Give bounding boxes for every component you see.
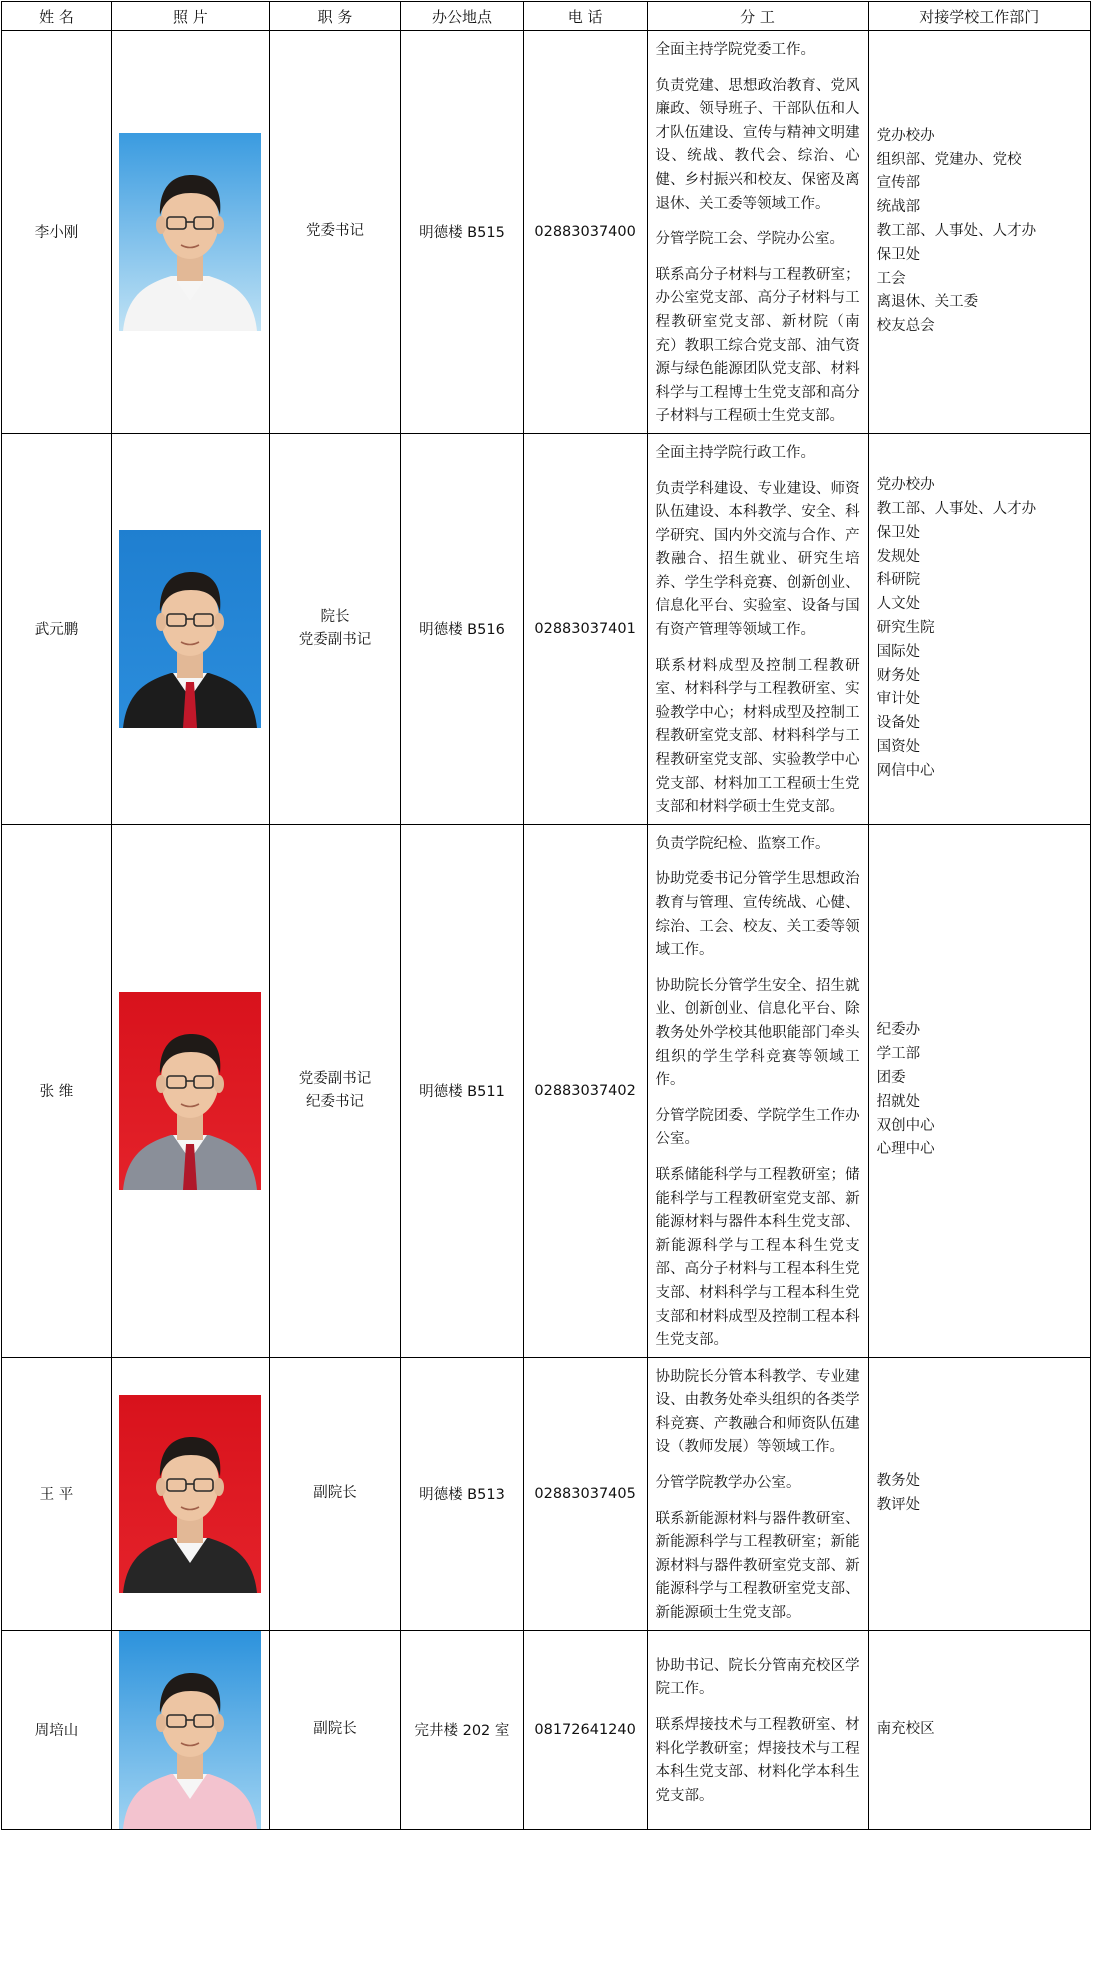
department-item: 组织部、党建办、党校 — [876, 151, 1022, 168]
duty-paragraph: 分管学院工会、学院办公室。 — [655, 231, 845, 248]
departments-cell — [868, 1357, 1090, 1630]
duties-cell — [647, 433, 868, 824]
duty-paragraph: 联系高分子材料与工程教研室；办公室党支部、高分子材料与工程教研室党支部、新材院（南充）教职工综合党支部、油气资源与绿色能源团队党支部、材料科学与工程博士生党支部和高分子材料与工程硕士生党支部。 — [655, 266, 860, 425]
departments-cell — [868, 433, 1090, 824]
leader-name: 张 维 — [2, 824, 112, 1357]
duties-cell — [647, 824, 868, 1357]
leader-row — [2, 824, 1091, 1357]
duty-paragraph: 全面主持学院行政工作。 — [655, 444, 816, 461]
department-item: 发规处 — [876, 548, 921, 565]
duty-paragraph: 分管学院教学办公室。 — [655, 1475, 801, 1492]
phone-number: 08172641240 — [523, 1630, 647, 1829]
duty-paragraph: 协助党委书记分管学生思想政治教育与管理、宣传统战、心健、综治、工会、校友、关工委等领域工作。 — [655, 871, 860, 959]
department-item: 财务处 — [876, 667, 921, 684]
department-item: 工会 — [876, 270, 906, 287]
title-line: 院长 — [320, 608, 350, 625]
duty-paragraph: 全面主持学院党委工作。 — [655, 42, 816, 58]
leader-name: 周培山 — [2, 1630, 112, 1829]
duty-paragraph: 协助书记、院长分管南充校区学院工作。 — [655, 1657, 860, 1698]
duties-list — [648, 825, 868, 1357]
department-item: 审计处 — [876, 691, 921, 708]
portrait-image — [119, 1631, 261, 1829]
leader-row — [2, 1630, 1091, 1829]
department-item: 党办校办 — [876, 127, 935, 144]
photo-cell — [111, 433, 269, 824]
department-item: 南充校区 — [876, 1720, 935, 1737]
leader-title — [269, 433, 400, 824]
office-location: 明德楼 B513 — [401, 1357, 524, 1630]
portrait-image — [119, 992, 261, 1190]
duty-paragraph: 负责党建、思想政治教育、党风廉政、领导班子、干部队伍和人才队伍建设、宣传与精神文明建设、统战、教代会、综治、心健、乡村振兴和校友、保密及离退休、关工委等领域工作。 — [655, 77, 860, 212]
department-item: 国资处 — [876, 738, 921, 755]
department-item: 党办校办 — [876, 477, 935, 494]
department-item: 保卫处 — [876, 246, 921, 263]
header-office: 办公地点 — [401, 2, 524, 31]
title-line: 副院长 — [313, 1485, 357, 1502]
department-item: 教评处 — [876, 1496, 921, 1513]
duties-list — [648, 1358, 868, 1630]
duty-paragraph: 联系焊接技术与工程教研室、材料化学教研室；焊接技术与工程本科生党支部、材料化学本科生党支部。 — [655, 1717, 860, 1804]
duty-paragraph: 联系储能科学与工程教研室；储能科学与工程教研室党支部、新能源材料与器件本科生党支部、新能源科学与工程本科生党支部、高分子材料与工程本科生党支部、材料科学与工程本科生党支部和材料成型及控制工程本科生党支部。 — [655, 1166, 860, 1349]
header-title: 职 务 — [269, 2, 400, 31]
title-line: 纪委书记 — [306, 1093, 364, 1110]
header-photo: 照 片 — [111, 2, 269, 31]
header-departments: 对接学校工作部门 — [868, 2, 1090, 31]
duty-paragraph: 联系新能源材料与器件教研室、新能源科学与工程教研室；新能源材料与器件教研室党支部、新能源科学与工程教研室党支部、新能源硕士生党支部。 — [655, 1510, 860, 1622]
department-item: 校友总会 — [876, 318, 935, 335]
leader-row — [2, 31, 1091, 434]
department-item: 学工部 — [876, 1046, 921, 1063]
leader-photo — [119, 1395, 261, 1593]
title-line: 党委副书记 — [298, 631, 372, 648]
portrait-image — [119, 530, 261, 728]
departments-cell — [868, 1630, 1090, 1829]
leader-photo — [119, 1631, 261, 1829]
phone-number: 02883037401 — [523, 433, 647, 824]
leader-title — [269, 824, 400, 1357]
duty-paragraph: 联系材料成型及控制工程教研室、材料科学与工程教研室、实验教学中心；材料成型及控制工程教研室党支部、材料科学与工程教研室党支部、实验教学中心党支部、材料加工工程硕士生党支部和材料学硕士生党支部。 — [655, 657, 860, 816]
duty-paragraph: 负责学院纪检、监察工作。 — [655, 835, 830, 852]
department-item: 教务处 — [876, 1472, 921, 1489]
department-item: 研究生院 — [876, 619, 935, 636]
photo-cell — [111, 1357, 269, 1630]
duties-list — [648, 1647, 868, 1813]
duty-paragraph: 协助院长分管本科教学、专业建设、由教务处牵头组织的各类学科竞赛、产教融合和师资队伍建设（教师发展）等领域工作。 — [655, 1368, 860, 1456]
leader-photo — [119, 133, 261, 331]
duty-paragraph: 负责学科建设、专业建设、师资队伍建设、本科教学、安全、科学研究、国内外交流与合作、产教融合、招生就业、研究生培养、学生学科竞赛、创新创业、信息化平台、实验室、设备与国有资产管理等领域工作。 — [655, 480, 860, 639]
leader-photo — [119, 530, 261, 728]
leader-name: 李小刚 — [2, 31, 112, 434]
office-location: 完井楼 202 室 — [401, 1630, 524, 1829]
phone-number: 02883037405 — [523, 1357, 647, 1630]
duties-cell — [647, 31, 868, 434]
department-item: 科研院 — [876, 572, 921, 589]
photo-cell — [111, 31, 269, 434]
department-item: 教工部、人事处、人才办 — [876, 500, 1037, 517]
department-item: 心理中心 — [876, 1141, 935, 1158]
department-item: 团委 — [876, 1069, 906, 1086]
leader-name: 武元鹏 — [2, 433, 112, 824]
department-item: 离退休、关工委 — [876, 294, 979, 311]
portrait-image — [119, 1395, 261, 1593]
department-item: 人文处 — [876, 596, 921, 613]
duty-paragraph: 协助院长分管学生安全、招生就业、创新创业、信息化平台、除教务处外学校其他职能部门牵头组织的学生学科竞赛等领域工作。 — [655, 977, 860, 1089]
department-item: 纪委办 — [876, 1022, 921, 1039]
leader-title — [269, 31, 400, 434]
department-item: 宣传部 — [876, 175, 921, 192]
title-line: 党委副书记 — [298, 1070, 372, 1087]
phone-number: 02883037400 — [523, 31, 647, 434]
department-item: 设备处 — [876, 715, 921, 732]
header-row — [2, 2, 1091, 31]
department-item: 保卫处 — [876, 524, 921, 541]
department-item: 招就处 — [876, 1093, 921, 1110]
office-location: 明德楼 B511 — [401, 824, 524, 1357]
leader-title — [269, 1630, 400, 1829]
header-name: 姓 名 — [2, 2, 112, 31]
leader-name: 王 平 — [2, 1357, 112, 1630]
photo-cell — [111, 824, 269, 1357]
title-line: 党委书记 — [306, 223, 364, 240]
title-line: 副院长 — [313, 1721, 357, 1738]
department-item: 教工部、人事处、人才办 — [876, 223, 1037, 240]
department-item: 双创中心 — [876, 1117, 935, 1134]
header-duties: 分 工 — [647, 2, 868, 31]
phone-number: 02883037402 — [523, 824, 647, 1357]
departments-cell — [868, 31, 1090, 434]
office-location: 明德楼 B516 — [401, 433, 524, 824]
department-item: 国际处 — [876, 643, 921, 660]
header-phone: 电 话 — [523, 2, 647, 31]
leader-title — [269, 1357, 400, 1630]
leader-row — [2, 433, 1091, 824]
duties-list — [648, 434, 868, 824]
departments-cell — [868, 824, 1090, 1357]
photo-cell — [111, 1630, 269, 1829]
leader-row — [2, 1357, 1091, 1630]
duties-list — [648, 31, 868, 433]
portrait-image — [119, 133, 261, 331]
duties-cell — [647, 1357, 868, 1630]
duties-cell — [647, 1630, 868, 1829]
duty-paragraph: 分管学院团委、学院学生工作办公室。 — [655, 1107, 860, 1148]
leader-photo — [119, 992, 261, 1190]
leadership-table — [1, 1, 1091, 1830]
office-location: 明德楼 B515 — [401, 31, 524, 434]
department-item: 统战部 — [876, 199, 921, 216]
department-item: 网信中心 — [876, 762, 935, 779]
